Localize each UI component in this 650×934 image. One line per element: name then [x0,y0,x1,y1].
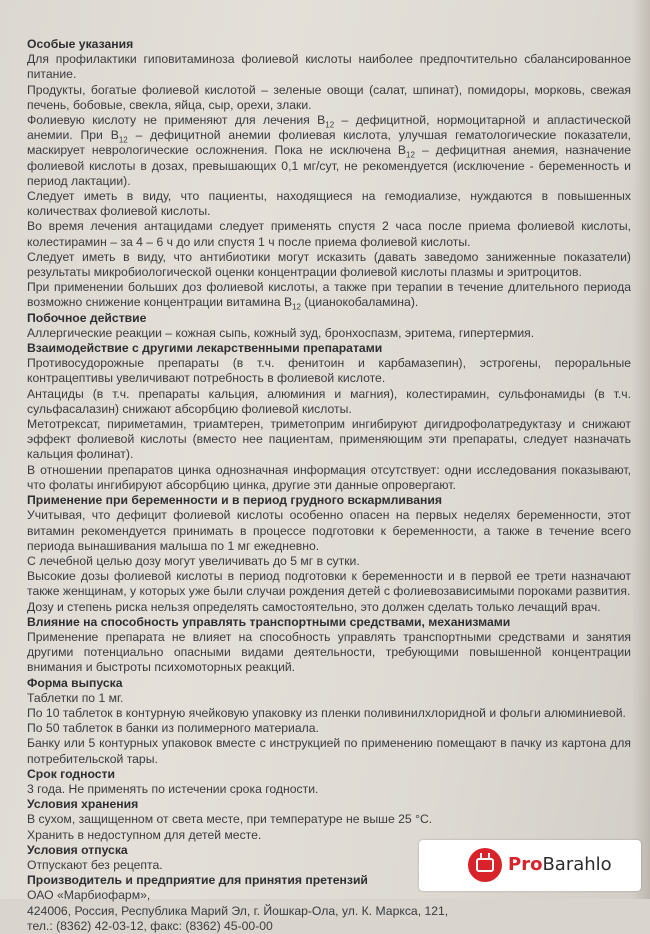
paragraph: Для профилактики гиповитаминоза фолиевой кислоты наиболее предпочтительно сбалансированное питание. [27,52,631,82]
section-release-form [27,676,631,767]
paragraph: Хранить в недоступном для детей месте. [27,827,262,842]
paragraph: Противосудорожные препараты (в т.ч. фенитоин и карбамазепин), эстрогены, пероральные контрацептивы увеличивают потребность в фолиевой кислоте. [27,356,631,386]
instruction-document [27,37,631,934]
tv-icon [468,848,502,882]
section-heading: Особые указания [27,37,134,51]
section-pregnancy [27,493,631,615]
section-special-instructions [27,37,631,311]
paragraph: Отпускают без рецепта. [27,857,163,872]
section-heading: Условия хранения [27,797,139,812]
paragraph: 3 года. Не применять по истечении срока годности. [27,781,319,796]
paragraph: При применении больших доз фолиевой кислоты, а также при терапии в течение длительного периода возможно снижение концентрации витамина $В_{12}$ (цианокобаламина). [27,280,631,312]
page-edge-shadow [632,0,650,899]
paragraph: В сухом, защищенном от света месте, при температуре не выше 25 °С. [27,812,433,827]
paragraph: По 10 таблеток в контурную ячейковую упаковку из пленки поливинилхлоридной и фольги алюминиевой. [27,705,626,720]
paragraph: 424006, Россия, Республика Марий Эл, г. Йошкар-Ола, ул. К. Маркса, 121, [27,903,449,918]
section-heading: Влияние на способность управлять транспортными средствами, механизмами [27,614,511,629]
paragraph: Следует иметь в виду, что антибиотики могут исказить (давать заведомо заниженные показатели) результаты микробиологической оценки концентрации фолиевой кислоты плазмы и эритроцитов. [27,249,631,280]
section-shelf-life [27,767,631,797]
paragraph: Высокие дозы фолиевой кислоты в период подготовки к беременности и в первой ее трети назначают также женщинам, у которых уже были случаи рождения детей с фолиевозависимыми пороками развития. [27,569,631,599]
brand-prefix: Pro [508,854,543,875]
paragraph: Продукты, богатые фолиевой кислотой – зеленые овощи (салат, шпинат), помидоры, морковь, свежая печень, бобовые, свекла, яйца, сыр, орехи, злаки. [27,82,631,112]
section-heading: Срок годности [27,766,115,781]
section-heading: Производитель и предприятие для принятия претензий [27,873,368,888]
section-heading: Побочное действие [27,310,147,325]
paragraph: Следует иметь в виду, что пациенты, находящиеся на гемодиализе, нуждаются в повышенных количествах фолиевой кислоты. [27,189,631,219]
paragraph: Во время лечения антацидами следует применять спустя 2 часа после приема фолиевой кислоты, колестирамин – за 4 – 6 ч до или спустя 1 ч после приема фолиевой кислоты. [27,219,631,249]
section-driving [27,615,631,676]
paragraph: По 50 таблеток в банки из полимерного материала. [27,721,319,736]
paragraph: Банку или 5 контурных упаковок вместе с инструкцией по применению помещают в пачку из картона для потребительской тары. [27,736,631,766]
section-heading: Взаимодействие с другими лекарственными препаратами [27,341,383,356]
brand-suffix: Barahlo [542,854,612,875]
paragraph: В отношении препаратов цинка однозначная информация отсутствует: одни исследования показывают, что фолаты ингибируют абсорбцию цинка, другие эти данные опровергают. [27,462,631,492]
paragraph: Применение препарата не влияет на способность управлять транспортными средствами и занятия другими потенциально опасными видами деятельности, требующими повышенной концентрации внимания и быстроты психомоторных реакций. [27,629,631,675]
paragraph: Метотрексат, пириметамин, триамтерен, триметоприм ингибируют дигидрофолатредуктазу и снижают эффект фолиевой кислоты (вместо нее пациентам, применяющим эти препараты, следует назначать кальция фолинат). [27,417,631,462]
watermark-brand [508,853,612,877]
section-side-effects [27,311,631,341]
section-heading: Применение при беременности и в период грудного вскармливания [27,493,442,508]
section-heading: Условия отпуска [27,842,128,857]
paragraph: С лечебной целью дозу могут увеличивать до 5 мг в сутки. [27,553,360,568]
paragraph: ОАО «Марбиофарм», [27,888,151,903]
paragraph: Фолиевую кислоту не применяют для лечения $В_{12}$ – дефицитной, нормоцитарной и апластической анемии. При $В_{12}$ – дефицитной анемии фолиевая кислота, улучшая гематологические показатели, маскирует неврологические осложнения. Пока не исключена $В_{12}$ – дефицитная анемия, назначение фолиевой кислоты в дозах, превышающих 0,1 мг/сут, не рекомендуется (исключение - беременность и период лактации). [27,113,631,188]
paragraph: Аллергические реакции – кожная сыпь, кожный зуд, бронхоспазм, эритема, гипертермия. [27,325,535,340]
paragraph: Антациды (в т.ч. препараты кальция, алюминия и магния), колестирамин, сульфонамиды (в т.ч. сульфасалазин) снижают абсорбцию фолиевой кислоты. [27,386,631,416]
paragraph: Учитывая, что дефицит фолиевой кислоты особенно опасен на первых неделях беременности, этот витамин рекомендуется принимать в процессе подготовки к беременности, а также в течение всего периода вынашивания малыша по 1 мг ежедневно. [27,508,631,553]
paragraph: тел.: (8362) 42-03-12, факс: (8362) 45-00-00 [27,918,273,933]
section-interactions [27,341,631,493]
section-heading: Форма выпуска [27,675,123,690]
paragraph: Дозу и степень риска нельзя определять самостоятельно, это должен сделать только лечащий врач. [27,599,601,614]
section-storage [27,797,631,843]
paragraph: Таблетки по 1 мг. [27,690,124,705]
